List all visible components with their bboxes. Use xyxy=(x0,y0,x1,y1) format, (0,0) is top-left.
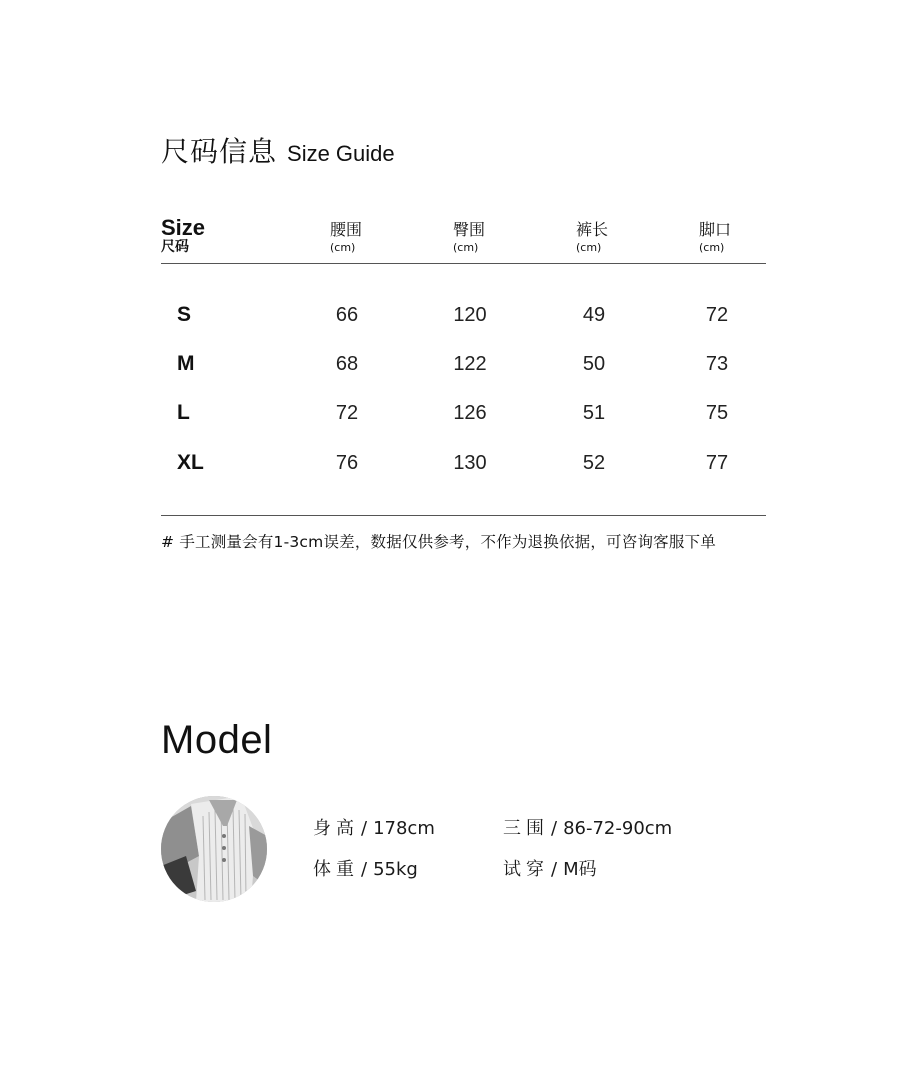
waist-value: 76 xyxy=(335,452,359,474)
hip-value: 120 xyxy=(453,304,487,326)
length-value: 50 xyxy=(582,353,606,375)
leg-opening-value: 73 xyxy=(705,353,729,375)
column-header-length xyxy=(576,220,608,256)
length-value: 51 xyxy=(582,402,606,424)
column-header-waist xyxy=(330,220,362,256)
waist-value: 72 xyxy=(335,402,359,424)
leg-opening-value: 72 xyxy=(705,304,729,326)
tried-label: 试穿 xyxy=(503,859,549,880)
table-footer-divider xyxy=(161,515,766,516)
leg-opening-value: 77 xyxy=(705,452,729,474)
model-weight xyxy=(313,855,418,881)
tried-value: M码 xyxy=(563,859,597,880)
waist-value: 66 xyxy=(335,304,359,326)
model-measurements xyxy=(503,814,672,840)
table-header-divider xyxy=(161,263,766,264)
page-title xyxy=(161,130,395,170)
hip-value: 130 xyxy=(453,452,487,474)
column-header-label: 腰围 xyxy=(330,220,363,239)
model-photo xyxy=(161,796,267,902)
size-header-cn: 尺码 xyxy=(161,239,189,255)
column-header-unit: (cm) xyxy=(576,241,602,254)
size-label: M xyxy=(177,352,195,375)
measurement-note: # 手工测量会有1-3cm误差，数据仅供参考，不作为退换依据，可咨询客服下单 xyxy=(161,533,716,551)
length-value: 52 xyxy=(582,452,606,474)
size-label: XL xyxy=(177,451,204,474)
model-height xyxy=(313,814,435,840)
column-header-hip xyxy=(453,220,485,256)
column-header-label: 裤长 xyxy=(576,220,609,239)
size-label: L xyxy=(177,401,190,424)
page-title-en: Size Guide xyxy=(287,141,395,166)
model-photo-icon xyxy=(161,796,267,902)
table-row xyxy=(161,349,766,379)
separator: / xyxy=(551,818,558,839)
size-header-en: Size xyxy=(161,215,206,240)
size-column-header xyxy=(161,216,205,255)
column-header-unit: (cm) xyxy=(453,241,479,254)
separator: / xyxy=(551,859,558,880)
column-header-label: 脚口 xyxy=(699,220,732,239)
hip-value: 126 xyxy=(453,402,487,424)
weight-label: 体重 xyxy=(313,859,359,880)
table-row xyxy=(161,448,766,478)
height-value: 178cm xyxy=(373,818,435,839)
size-label: S xyxy=(177,303,192,326)
page-title-cn: 尺码信息 xyxy=(161,135,278,168)
table-row xyxy=(161,300,766,330)
model-section-title: Model xyxy=(161,718,273,762)
column-header-unit: (cm) xyxy=(330,241,356,254)
model-tried-size xyxy=(503,855,597,881)
measurements-value: 86-72-90cm xyxy=(563,818,673,839)
waist-value: 68 xyxy=(335,353,359,375)
weight-value: 55kg xyxy=(373,859,418,880)
column-header-unit: (cm) xyxy=(699,241,725,254)
length-value: 49 xyxy=(582,304,606,326)
separator: / xyxy=(361,818,368,839)
size-table-header xyxy=(161,216,766,262)
leg-opening-value: 75 xyxy=(705,402,729,424)
height-label: 身高 xyxy=(313,818,359,839)
column-header-leg-opening xyxy=(699,220,731,256)
table-row xyxy=(161,398,766,428)
separator: / xyxy=(361,859,368,880)
hip-value: 122 xyxy=(453,353,487,375)
column-header-label: 臀围 xyxy=(453,220,486,239)
measurements-label: 三围 xyxy=(503,818,549,839)
